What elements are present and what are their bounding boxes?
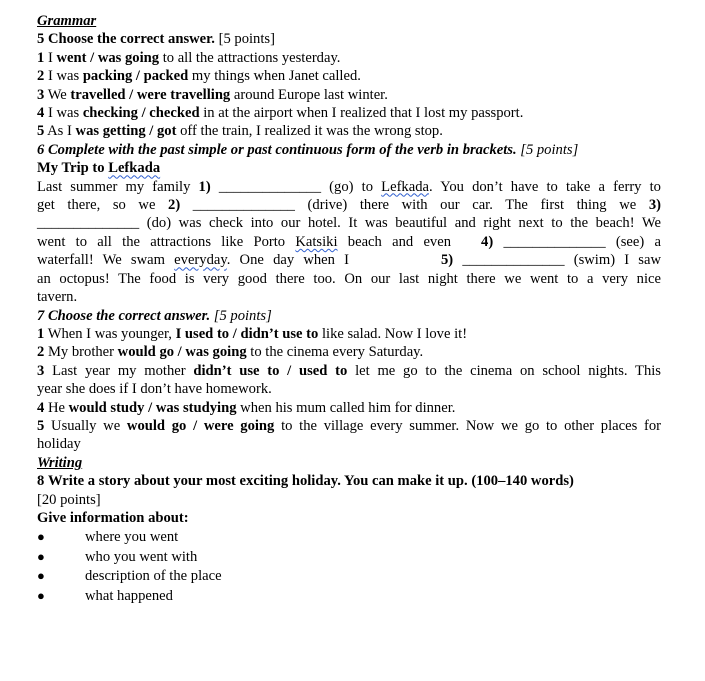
q7-item	[37, 417, 661, 435]
item-text: My brother	[47, 344, 118, 361]
story-text: went to all the attractions like Porto	[37, 233, 296, 250]
q5-item	[37, 86, 661, 104]
q8-title	[37, 472, 661, 490]
gap-number: 5)	[441, 252, 454, 269]
item-text: I was	[47, 105, 83, 122]
item-number: 3	[37, 362, 45, 379]
q8-number: 8	[37, 473, 45, 490]
item-number: 4	[37, 399, 45, 416]
item-number: 5	[37, 417, 45, 434]
story-text: ______________ (drive) there with our car. The first thing we	[180, 197, 649, 214]
story-text: ______________ (swim) I saw	[453, 252, 661, 269]
story-text: . One day when I	[226, 252, 349, 269]
item-text: my things when Janet called.	[188, 68, 361, 85]
bullet-icon: ●	[37, 568, 45, 584]
q7-item-cont: holiday	[37, 436, 81, 453]
story-text: waterfall! We swam	[37, 252, 175, 269]
item-options: travelled / were travelling	[70, 86, 231, 103]
item-options: didn’t use to / used to	[193, 362, 348, 379]
q7-instruction: Choose the correct answer.	[47, 307, 211, 324]
item-text: to the cinema every Saturday.	[246, 344, 424, 361]
story-text: ______________ (see) a	[493, 233, 662, 250]
story-paragraph	[37, 178, 661, 307]
list-item	[37, 527, 661, 547]
item-number: 3	[37, 86, 45, 103]
gap-number: 4)	[481, 233, 494, 250]
item-text: Usually we	[51, 417, 127, 434]
item-text: in at the airport when I realized that I lost my passport.	[199, 105, 524, 122]
q7-number: 7	[37, 307, 45, 324]
q7-item	[37, 325, 661, 343]
q6-number: 6	[37, 141, 45, 158]
q5-number: 5	[37, 31, 45, 48]
story-text: ______________ (go) to	[210, 178, 382, 195]
q7-title	[37, 307, 661, 325]
q8-points: [20 points]	[37, 491, 101, 508]
q5-points: [5 points]	[218, 31, 275, 48]
item-text: around Europe last winter.	[230, 86, 388, 103]
writing-heading: Writing	[37, 454, 83, 471]
q8-info-label	[37, 509, 661, 527]
list-item-text: where you went	[85, 528, 179, 545]
item-text: I was	[47, 68, 83, 85]
item-number: 1	[37, 325, 45, 342]
story-text: get there, so we	[37, 197, 169, 214]
q5-item	[37, 67, 661, 85]
q5-title	[37, 30, 661, 48]
story-place: Katsiki	[295, 233, 338, 250]
story-line	[37, 251, 661, 269]
item-options: would study / was studying	[68, 399, 237, 416]
bullet-list	[37, 527, 661, 605]
story-word: everyday	[174, 252, 227, 269]
item-options: I used to / didn’t use to	[175, 325, 319, 342]
q5-item	[37, 122, 661, 140]
q7-item	[37, 399, 661, 417]
item-number: 5	[37, 123, 45, 140]
item-text: I	[47, 49, 57, 66]
story-line	[37, 288, 661, 306]
story-line	[37, 214, 661, 232]
list-item-text: description of the place	[85, 568, 222, 585]
q5-item	[37, 49, 661, 67]
q7-item	[37, 362, 661, 380]
item-text: like salad. Now I love it!	[318, 325, 468, 342]
item-number: 4	[37, 105, 45, 122]
story-text: tavern.	[37, 289, 78, 306]
list-item-text: who you went with	[85, 548, 198, 565]
story-text: Last summer my family	[37, 178, 199, 195]
q6-instruction: Complete with the past simple or past continuous form of the verb in brackets.	[47, 141, 517, 158]
gap-number: 1)	[198, 178, 211, 195]
q5-item	[37, 104, 661, 122]
list-item	[37, 586, 661, 606]
story-title	[37, 159, 661, 177]
q7-points: [5 points]	[213, 307, 272, 324]
list-item	[37, 547, 661, 567]
grammar-heading: Grammar	[37, 13, 97, 29]
gap-number: 3)	[648, 197, 661, 214]
q5-instruction: Choose the correct answer.	[47, 31, 215, 48]
gap-number: 2)	[168, 197, 181, 214]
q7-item-cont: year she does if I don’t have homework.	[37, 381, 272, 398]
story-text: beach and even	[337, 233, 452, 250]
story-line	[37, 270, 661, 288]
story-place: Lefkada	[381, 178, 429, 195]
story-text: . You don’t have to take a ferry to	[428, 178, 661, 195]
item-options: would go / were going	[126, 417, 275, 434]
q6-title	[37, 141, 661, 159]
story-line	[37, 233, 661, 251]
item-text: Last year my mother	[52, 362, 194, 379]
item-text: let me go to the cinema on school nights. This	[347, 362, 661, 379]
item-options: was getting / got	[75, 123, 177, 140]
story-line	[37, 196, 661, 214]
item-text: to the village every summer. Now we go to other places for	[274, 417, 661, 434]
info-label-text: Give information about:	[37, 509, 189, 526]
worksheet	[37, 12, 661, 606]
q6-points: [5 points]	[520, 141, 579, 158]
item-text: off the train, I realized it was the wrong stop.	[176, 123, 443, 140]
q8-instruction: Write a story about your most exciting holiday. You can make it up. (100–140 words)	[47, 473, 574, 490]
item-options: went / was going	[56, 49, 160, 66]
item-text: to all the attractions yesterday.	[159, 49, 341, 66]
item-text: As I	[47, 123, 76, 140]
item-number: 2	[37, 68, 45, 85]
item-number: 2	[37, 344, 45, 361]
story-text: an octopus! The food is very good there too. On our last night there we went to a very nice	[37, 270, 661, 287]
bullet-icon: ●	[37, 528, 45, 544]
list-item	[37, 567, 661, 587]
item-text: We	[47, 86, 71, 103]
item-options: packing / packed	[82, 68, 189, 85]
item-text: When I was younger,	[47, 325, 176, 342]
list-item-text: what happened	[85, 587, 173, 604]
q7-item	[37, 343, 661, 361]
story-line	[37, 178, 661, 196]
item-options: would go / was going	[117, 344, 247, 361]
item-text: He	[47, 399, 69, 416]
item-number: 1	[37, 49, 45, 66]
story-title-text: My Trip to	[37, 160, 109, 177]
story-text: ______________ (do) was check into our hotel. It was beautiful and right next to the beach! We	[37, 215, 661, 232]
bullet-icon: ●	[37, 548, 45, 564]
bullet-icon: ●	[37, 587, 45, 603]
item-text: when his mum called him for dinner.	[236, 399, 456, 416]
story-title-place: Lefkada	[108, 160, 161, 177]
item-options: checking / checked	[82, 105, 200, 122]
